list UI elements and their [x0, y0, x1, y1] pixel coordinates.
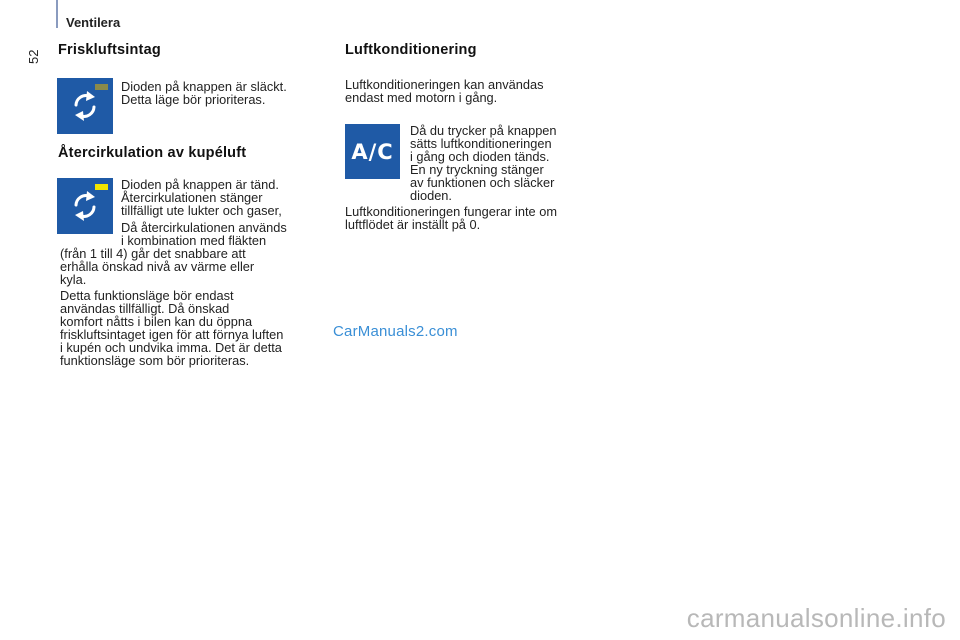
fresh-air-heading: Friskluftsintag: [58, 42, 161, 58]
air-conditioning-note: Luftkonditioneringen fungerar inte om luftflödet är inställt på 0.: [345, 204, 557, 232]
recirculation-text-2: Då återcirkulationen används i kombination med fläkten: [121, 220, 287, 248]
fresh-air-text: Dioden på knappen är släckt. Detta läge bör prioriteras.: [121, 79, 287, 107]
recirculation-heading: Återcirkulation av kupéluft: [58, 145, 247, 161]
air-conditioning-intro: Luftkonditioneringen kan användas endast med motorn i gång.: [345, 77, 544, 105]
recirculation-text-1: Dioden på knappen är tänd. Återcirkulationen stänger tillfälligt ute lukter och gaser,: [121, 177, 282, 218]
fresh-air-button-icon: [57, 78, 113, 134]
air-recirculation-icon: [67, 88, 103, 124]
air-conditioning-heading: Luftkonditionering: [345, 42, 477, 58]
ac-button-label: A/C: [351, 139, 394, 164]
recirculation-button-icon: [57, 178, 113, 234]
led-on-indicator: [95, 184, 108, 190]
footer-watermark: carmanualsonline.info: [686, 603, 946, 633]
recirculation-text-4: Detta funktionsläge bör endast användas tillfälligt. Då önskad komfort nåtts i bilen kan du öppna friskluftsintaget igen för att förnya luften i kupén och undvika imma. Det är detta funktionsläge som bör prioriteras.: [60, 288, 284, 368]
air-conditioning-text: Då du trycker på knappen sätts luftkonditioneringen i gång och dioden tänds. En ny tryckning stänger av funktionen och släcker dioden.: [410, 123, 557, 203]
page-number: 52: [26, 49, 41, 64]
section-side-bar: [56, 0, 58, 28]
led-off-indicator: [95, 84, 108, 90]
air-recirculation-icon: [67, 188, 103, 224]
watermark: CarManuals2.com: [333, 323, 458, 340]
recirculation-text-3: (från 1 till 4) går det snabbare att erhålla önskad nivå av värme eller kyla.: [60, 246, 255, 287]
ac-button-icon: [345, 124, 400, 179]
section-title: Ventilera: [66, 15, 121, 30]
